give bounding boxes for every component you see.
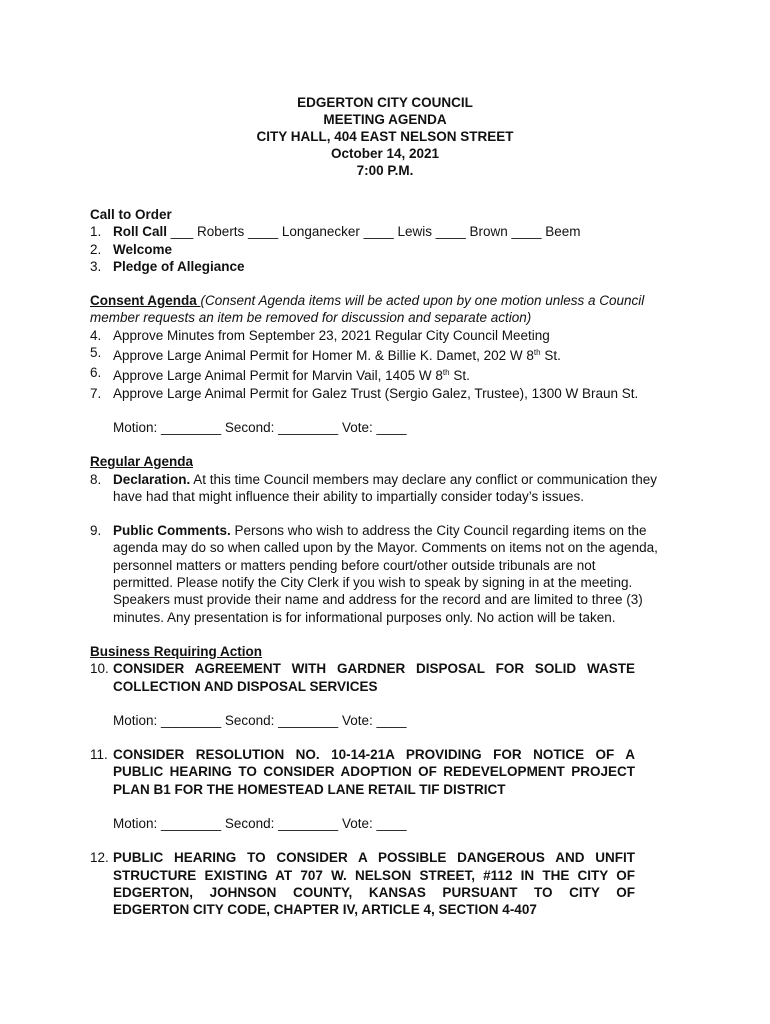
- item-text-line: personnel matters or matters pending before court/other outside tribunals are not: [113, 557, 596, 573]
- item-number: 4.: [90, 327, 102, 343]
- item-number: 5.: [90, 345, 102, 361]
- item-text-line: minutes. Any presentation is for informational purposes only. No action will be taken.: [113, 609, 616, 625]
- item-text: Approve Large Animal Permit for Homer M. & Billie K. Damet, 202 W 8: [113, 348, 534, 364]
- item-number: 8.: [90, 471, 102, 487]
- agenda-body: [90, 206, 690, 919]
- item-text: Approve Minutes from September 23, 2021 Regular City Council Meeting: [113, 327, 550, 343]
- item-text-line: PUBLIC HEARING TO CONSIDER ADOPTION OF REDEVELOPMENT PROJECT: [113, 764, 635, 780]
- item-text-line: permitted. Please notify the City Clerk if you wish to speak by signing in at the meeting.: [113, 575, 633, 591]
- item-text-line: EDGERTON CITY CODE, CHAPTER IV, ARTICLE 4, SECTION 4-407: [113, 902, 537, 918]
- agenda-item-4: [90, 327, 690, 344]
- item-text: CONSIDER AGREEMENT WITH GARDNER DISPOSAL FOR SOLID WASTE: [113, 661, 635, 677]
- call-to-order-heading: Call to Order: [90, 207, 172, 222]
- public-comments-label: Public Comments.: [113, 523, 231, 539]
- item-number: 3.: [90, 258, 102, 274]
- consent-note-line: member requests an item be removed for discussion and separate action): [90, 310, 532, 326]
- item-text-line: PLAN B1 FOR THE HOMESTEAD LANE RETAIL TIF DISTRICT: [113, 781, 506, 797]
- header-doc-type: MEETING AGENDA: [323, 112, 447, 127]
- regular-agenda-heading: Regular Agenda: [90, 454, 194, 470]
- declaration-label: Declaration.: [113, 471, 191, 487]
- header-date: October 14, 2021: [330, 146, 440, 161]
- agenda-item-8: [90, 471, 690, 488]
- item-text-line: agenda may do so when called upon by the Mayor. Comments on items not on the agenda,: [113, 540, 658, 556]
- item-number: 1.: [90, 224, 102, 240]
- item-number: 9.: [90, 523, 102, 539]
- business-heading: Business Requiring Action: [90, 643, 263, 659]
- header-council-name: EDGERTON CITY COUNCIL: [297, 95, 473, 110]
- consent-agenda-heading: Consent Agenda: [90, 293, 201, 309]
- welcome-label: Welcome: [113, 241, 173, 257]
- item11-motion-line: Motion: ________ Second: ________ Vote: ____: [113, 816, 407, 832]
- item10-motion-line: Motion: ________ Second: ________ Vote: ____: [113, 712, 407, 728]
- item-text-line: have had that might influence their ability to impartially consider today’s issues.: [113, 488, 584, 504]
- item-text-line: Speakers must provide their name and address for the record and are limited to three (3): [113, 592, 643, 608]
- ordinal-suffix: th: [442, 368, 450, 378]
- agenda-item-5: [90, 344, 690, 364]
- item-number: 12.: [90, 850, 109, 866]
- roll-call-label: Roll Call: [113, 224, 168, 240]
- item-number: 7.: [90, 385, 102, 401]
- agenda-item-9: [90, 522, 690, 539]
- header-time: 7:00 P.M.: [356, 163, 414, 178]
- agenda-item-6: [90, 364, 690, 384]
- pledge-label: Pledge of Allegiance: [113, 258, 245, 274]
- item-text: PUBLIC HEARING TO CONSIDER A POSSIBLE DANGEROUS AND UNFIT: [113, 850, 635, 866]
- agenda-item-3: [90, 258, 690, 275]
- consent-motion-line: Motion: ________ Second: ________ Vote: ____: [113, 419, 407, 435]
- item-number: 10.: [90, 661, 109, 677]
- item-text-line: COLLECTION AND DISPOSAL SERVICES: [113, 678, 378, 694]
- item-number: 6.: [90, 365, 102, 381]
- agenda-item-1: [90, 223, 690, 240]
- item-text-end: St.: [540, 348, 561, 364]
- agenda-item-2: [90, 241, 690, 258]
- roll-call-members: ___ Roberts ____ Longanecker ____ Lewis ____ Brown ____ Beem: [167, 224, 581, 240]
- item-number: 11.: [90, 747, 108, 763]
- item-number: 2.: [90, 241, 102, 257]
- item-text: Approve Large Animal Permit for Marvin Vail, 1405 W 8: [113, 368, 443, 384]
- agenda-item-11: [90, 746, 690, 763]
- document-header: [0, 94, 770, 179]
- item-text: At this time Council members may declare any conflict or communication they: [190, 471, 657, 487]
- item-text: Approve Large Animal Permit for Galez Trust (Sergio Galez, Trustee), 1300 W Braun St.: [113, 385, 639, 401]
- consent-note-line: (Consent Agenda items will be acted upon by one motion unless a Council: [200, 293, 645, 309]
- header-location: CITY HALL, 404 EAST NELSON STREET: [256, 129, 514, 144]
- agenda-item-7: [90, 385, 690, 402]
- item-text-line: EDGERTON, JOHNSON COUNTY, KANSAS PURSUANT TO CITY OF: [113, 884, 635, 900]
- item-text-line: STRUCTURE EXISTING AT 707 W. NELSON STREET, #112 IN THE CITY OF: [113, 867, 635, 883]
- agenda-item-12: [90, 849, 690, 866]
- item-text: CONSIDER RESOLUTION NO. 10-14-21A PROVIDING FOR NOTICE OF A: [113, 747, 635, 763]
- item-text: Persons who wish to address the City Council regarding items on the: [230, 523, 647, 539]
- agenda-item-10: [90, 660, 690, 677]
- item-text-end: St.: [449, 368, 470, 384]
- consent-heading-row: [90, 292, 690, 309]
- ordinal-suffix: th: [533, 348, 541, 358]
